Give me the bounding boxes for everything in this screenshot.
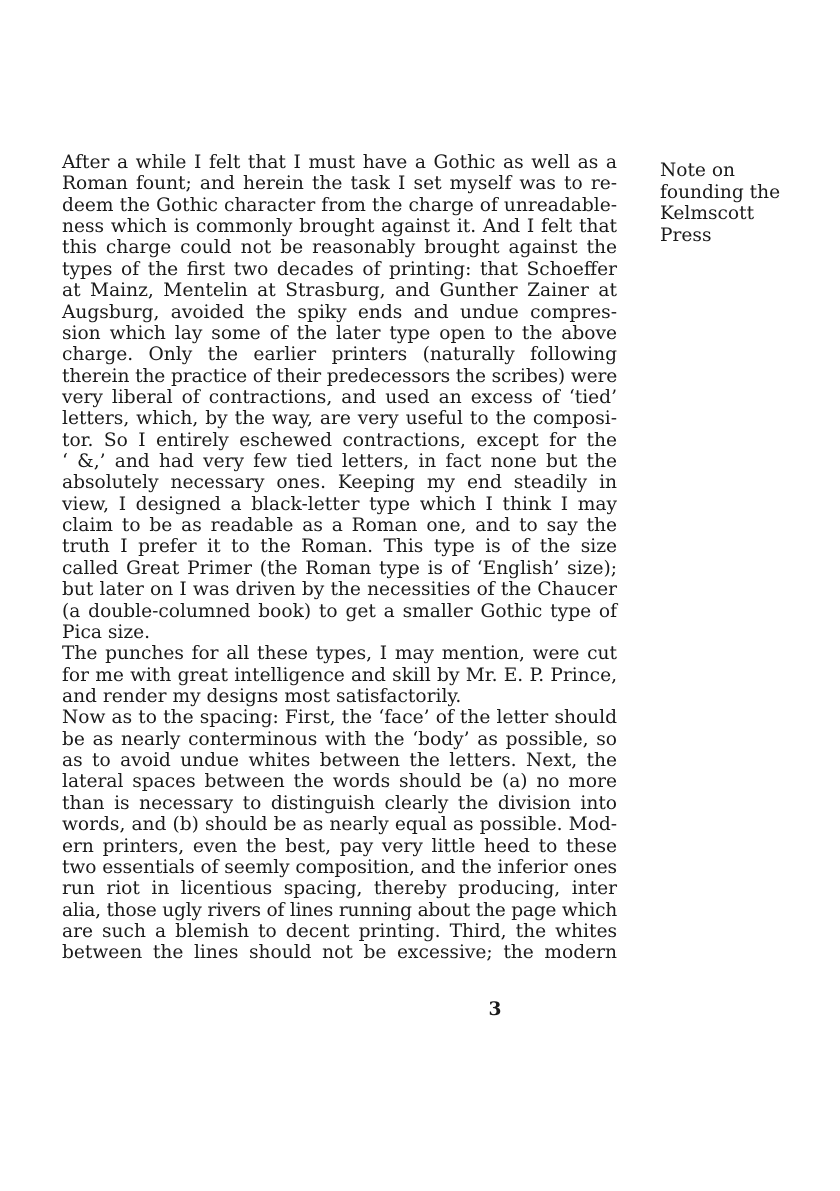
page-number: 3 <box>488 999 502 1020</box>
text-line: lateral spaces between the words should be (a) no more <box>62 771 617 793</box>
text-line: two essentials of seemly composition, and the inferior ones <box>62 856 617 878</box>
text-line: but later on I was driven by the necessities of the Chaucer <box>62 579 617 601</box>
text-line: deem the Gothic character from the charge of unreadable- <box>62 194 617 216</box>
text-line: and render my designs most satisfactorily. <box>62 685 462 707</box>
text-line: charge. Only the earlier printers (naturally following <box>62 344 617 366</box>
text-line: ness which is commonly brought against it. And I felt that <box>62 216 617 238</box>
text-line: Pica size. <box>62 621 151 643</box>
text-line: are such a blemish to decent printing. Third, the whites <box>62 920 617 942</box>
text-line: (a double-columned book) to get a smaller Gothic type of <box>62 600 617 622</box>
text-line: called Great Primer (the Roman type is of ‘English’ size); <box>62 557 617 579</box>
paragraph-gothic-type <box>62 152 617 643</box>
text-line: than is necessary to distinguish clearly the division into <box>62 792 617 814</box>
text-line: for me with great intelligence and skill by Mr. E. P. Prince, <box>62 664 617 686</box>
text-line: The punches for all these types, I may mention, were cut <box>62 643 617 665</box>
text-line: Now as to the spacing: First, the ‘face’ of the letter should <box>62 707 617 729</box>
body-text <box>62 152 617 964</box>
paragraph-spacing <box>62 707 617 963</box>
text-line: After a while I felt that I must have a Gothic as well as a <box>62 152 617 173</box>
text-line: words, and (b) should be as nearly equal as possible. Mod- <box>62 814 617 836</box>
text-line: run riot in licentious spacing, thereby producing, inter <box>62 878 617 900</box>
text-line: view, I designed a black-letter type which I think I may <box>62 493 617 515</box>
text-line: alia, those ugly rivers of lines running about the page which <box>62 899 617 921</box>
sidenote-line: Press <box>660 224 712 246</box>
text-line: truth I prefer it to the Roman. This type is of the size <box>62 536 617 558</box>
text-line: therein the practice of their predecessors the scribes) were <box>62 365 618 387</box>
text-line: Roman fount; and herein the task I set myself was to re- <box>62 173 617 195</box>
text-line: ern printers, even the best, pay very little heed to these <box>62 835 617 857</box>
text-line: types of the first two decades of printing: that Schoeffer <box>62 258 617 280</box>
text-line: tor. So I entirely eschewed contractions, except for the <box>62 429 617 451</box>
text-line: between the lines should not be excessive; the modern <box>62 942 617 964</box>
text-line: as to avoid undue whites between the letters. Next, the <box>62 750 617 772</box>
sidenote <box>660 160 830 246</box>
sidenote-line: founding the <box>660 181 781 203</box>
text-line: be as nearly conterminous with the ‘body’ as possible, so <box>62 728 617 750</box>
paragraph-punches <box>62 643 617 707</box>
text-line: Augsburg, avoided the spiky ends and undue compres- <box>62 301 617 323</box>
text-line: at Mainz, Mentelin at Strasburg, and Gunther Zainer at <box>62 280 617 302</box>
text-line: this charge could not be reasonably brought against the <box>62 237 617 259</box>
sidenote-line: Note on <box>660 160 736 181</box>
text-line: letters, which, by the way, are very useful to the composi- <box>62 408 617 430</box>
sidenote-line: Kelmscott <box>660 203 755 224</box>
text-line: sion which lay some of the later type open to the above <box>62 322 617 344</box>
text-line: absolutely necessary ones. Keeping my end steadily in <box>62 472 617 494</box>
text-line: ‘ &,’ and had very few tied letters, in fact none but the <box>62 451 617 473</box>
text-line: very liberal of contractions, and used an excess of ‘tied’ <box>62 386 617 408</box>
text-line: claim to be as readable as a Roman one, and to say the <box>62 515 617 537</box>
